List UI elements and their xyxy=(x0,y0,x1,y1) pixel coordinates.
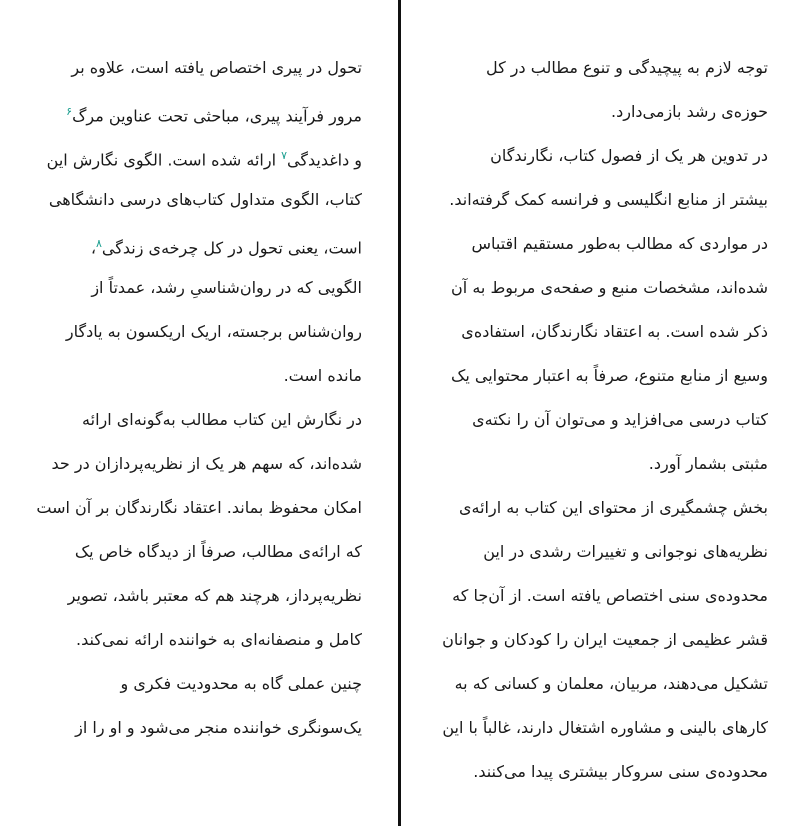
text-line: که ارائه‌ی مطالب، صرفاً از دیدگاه خاص یک xyxy=(74,542,362,561)
text-segment: مرور فرآیند پیری، مباحثی تحت عناوین مرگ xyxy=(72,106,362,126)
text-segment: است، یعنی تحول در کل چرخه‌ی زندگی xyxy=(101,238,362,258)
text-line: ذکر شده است. به اعتقاد نگارندگان، استفاده‌ی xyxy=(461,322,768,341)
text-segment: ارائه شده است. الگوی نگارش این xyxy=(46,150,282,170)
text-line xyxy=(22,134,362,178)
text-line: توجه لازم به پیچیدگی و تنوع مطالب در کل xyxy=(485,58,768,77)
text-line: حوزه‌ی رشد بازمی‌دارد. xyxy=(611,102,768,121)
text-line: نظریه‌پرداز، هرچند هم که معتبر باشد، تصویر xyxy=(67,586,362,605)
text-line: قشر عظیمی از جمعیت ایران را کودکان و جوانان xyxy=(442,630,768,649)
text-line: شده‌اند، که سهم هر یک از نظریه‌پردازان در حد xyxy=(51,454,362,473)
text-line: یک‌سونگری خواننده منجر می‌شود و او را از xyxy=(75,718,362,737)
text-segment: و داغدیدگی xyxy=(287,150,362,170)
text-line: وسیع از منابع متنوع، صرفاً به اعتبار محتوایی یک xyxy=(451,366,768,385)
text-line: مانده است. xyxy=(283,366,362,385)
right-page xyxy=(400,0,800,826)
text-line: تحول در پیری اختصاص یافته است، علاوه بر xyxy=(71,58,362,77)
text-line: محدوده‌ی سنی سروکار بیشتری پیدا می‌کنند. xyxy=(473,762,768,781)
text-line: امکان محفوظ بماند. اعتقاد نگارندگان بر آن است xyxy=(36,498,362,517)
text-line: کارهای بالینی و مشاوره اشتغال دارند، غالباً با این xyxy=(442,718,768,737)
text-line: نظریه‌های نوجوانی و تغییرات رشدی در این xyxy=(483,542,768,561)
text-line: مثبتی بشمار آورد. xyxy=(648,454,768,473)
text-line: در نگارش این کتاب مطالب به‌گونه‌ای ارائه xyxy=(82,410,362,429)
text-line: کتاب درسی می‌افزاید و می‌توان آن را نکته‌ی xyxy=(472,410,768,429)
text-segment: ، xyxy=(90,238,96,258)
text-line: الگویی که در روان‌شناسیِ رشد، عمدتاً از xyxy=(91,278,362,297)
text-line: کامل و منصفانه‌ای به خواننده ارائه نمی‌کند. xyxy=(76,630,362,649)
text-line: بیشتر از منابع انگلیسی و فرانسه کمک گرفته‌اند. xyxy=(449,190,768,209)
text-line xyxy=(22,90,362,134)
text-line: در مواردی که مطالب به‌طور مستقیم اقتباس xyxy=(471,234,768,253)
text-line: بخش چشمگیری از محتوای این کتاب به ارائه‌ی xyxy=(458,498,768,517)
text-line: کتاب، الگوی متداول کتاب‌های درسی دانشگاهی xyxy=(48,190,362,209)
text-line: در تدوین هر یک از فصول کتاب، نگارندگان xyxy=(490,146,768,165)
text-line: شده‌اند، مشخصات منبع و صفحه‌ی مربوط به آن xyxy=(451,278,768,297)
footnote-marker[interactable]: ۸ xyxy=(96,237,102,250)
text-line: محدوده‌ی سنی اختصاص یافته است. از آن‌جا که xyxy=(452,586,768,605)
text-line: روان‌شناس برجسته، اریک اریکسون به یادگار xyxy=(65,322,362,341)
text-line: چنین عملی گاه به محدودیت فکری و xyxy=(120,674,362,693)
footnote-marker[interactable]: ۶ xyxy=(66,105,73,118)
text-line: تشکیل می‌دهند، مربیان، معلمان و کسانی که به xyxy=(454,674,768,693)
text-line xyxy=(22,222,362,266)
footnote-marker[interactable]: ۷ xyxy=(281,149,288,162)
